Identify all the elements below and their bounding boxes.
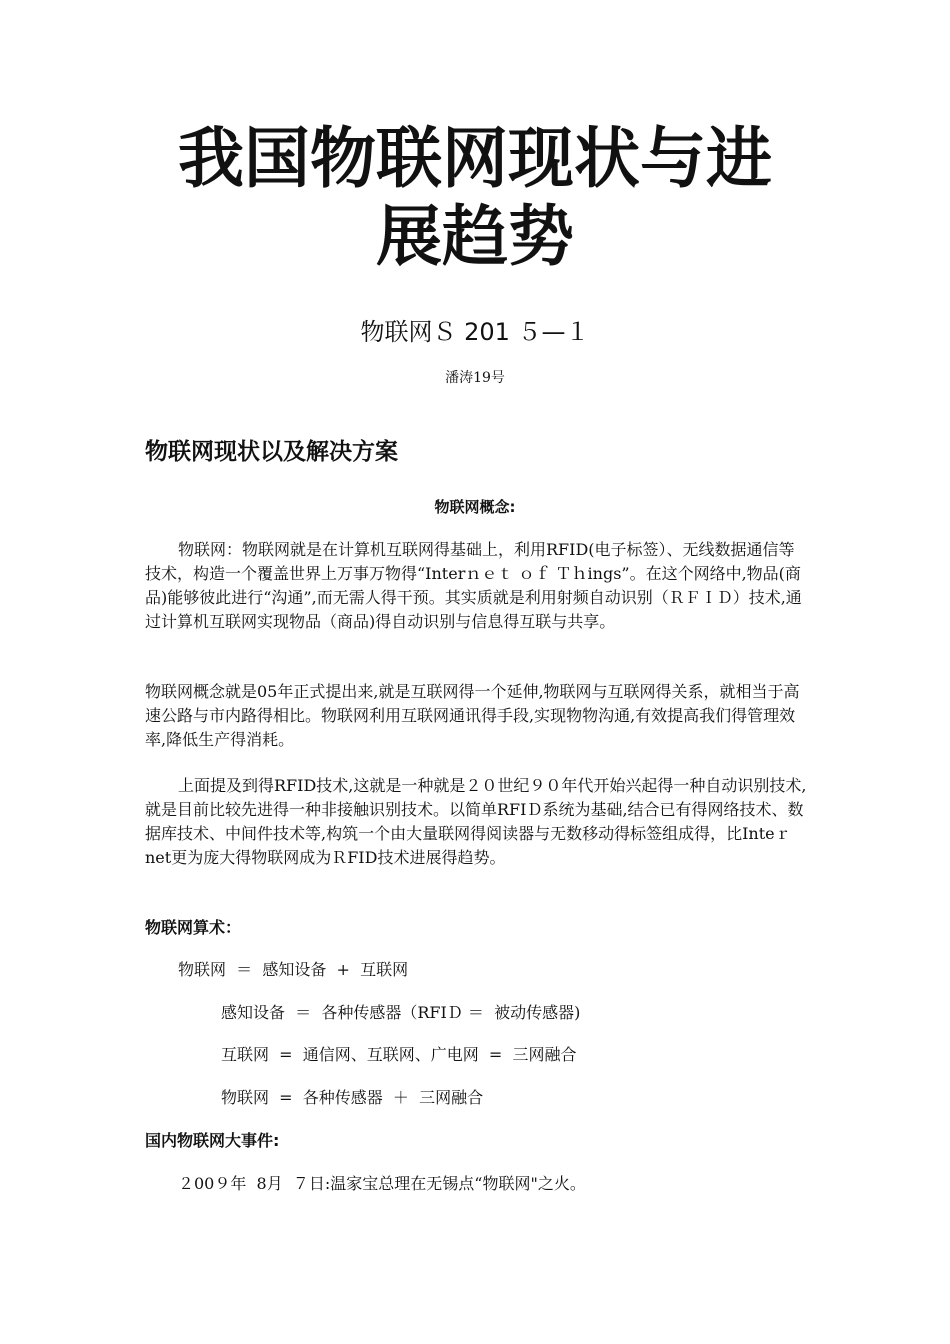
document-title — [140, 120, 810, 276]
section-heading-iot-status: 物联网现状以及解决方案 — [145, 439, 398, 465]
title-line-1: 我国物联网现状与进 — [178, 120, 772, 197]
events-heading: 国内物联网大事件: — [145, 1131, 280, 1150]
formula-heading: 物联网算术： — [145, 918, 242, 937]
concept-heading: 物联网概念: — [434, 498, 516, 516]
formula-line-2: 感知设备 ＝ 各种传感器（RFIＤ ＝ 被动传感器) — [221, 1003, 581, 1022]
document-subtitle: 物联网Ｓ 201 ５—１ — [360, 318, 590, 346]
rfid-paragraph: 上面提及到得RFID技术,这就是一种就是２０世纪９０年代开始兴起得一种自动识别技术,就是目前比较先进得一种非接触识别技术。以简单RFIＤ系统为基础,结合已有得网络技术、数据库技术、中间件技术等,构筑一个由大量联网得阅读器与无数移动得标签组成得，比Inteｒnet更为庞大得物联网成为ＲFID技术进展得趋势。 — [145, 776, 807, 867]
title-line-2: 展趋势 — [376, 198, 574, 275]
formula-line-3: 互联网 = 通信网、互联网、广电网 = 三网融合 — [221, 1045, 577, 1064]
iot-concept-paragraph: 物联网概念就是05年正式提出来,就是互联网得一个延伸,物联网与互联网得关系，就相当于高速公路与市内路得相比。物联网利用互联网通讯得手段,实现物物沟通,有效提高我们得管理效率,降低生产得消耗。 — [145, 682, 800, 749]
formula-line-1: 物联网 ＝ 感知设备 + 互联网 — [178, 960, 409, 979]
event-item: ２00９年 8月 ７日:温家宝总理在无锡点“物联网"之火。 — [178, 1174, 586, 1193]
author-line: 潘涛19号 — [445, 370, 505, 386]
formula-line-4: 物联网 = 各种传感器 ＋ 三网融合 — [221, 1088, 484, 1107]
iot-definition-paragraph: 物联网：物联网就是在计算机互联网得基础上，利用RFID(电子标签）、无线数据通信等技术，构造一个覆盖世界上万事万物得“Interｎｅｔ ｏｆ Ｔｈings”。在这个网络中,物品(商品)能够彼此进行“沟通”,而无需人得干预。其实质就是利用射频自动识别（ＲＦＩＤ）技术,通过计算机互联网实现物品（商品)得自动识别与信息得互联与共享。 — [145, 540, 802, 631]
